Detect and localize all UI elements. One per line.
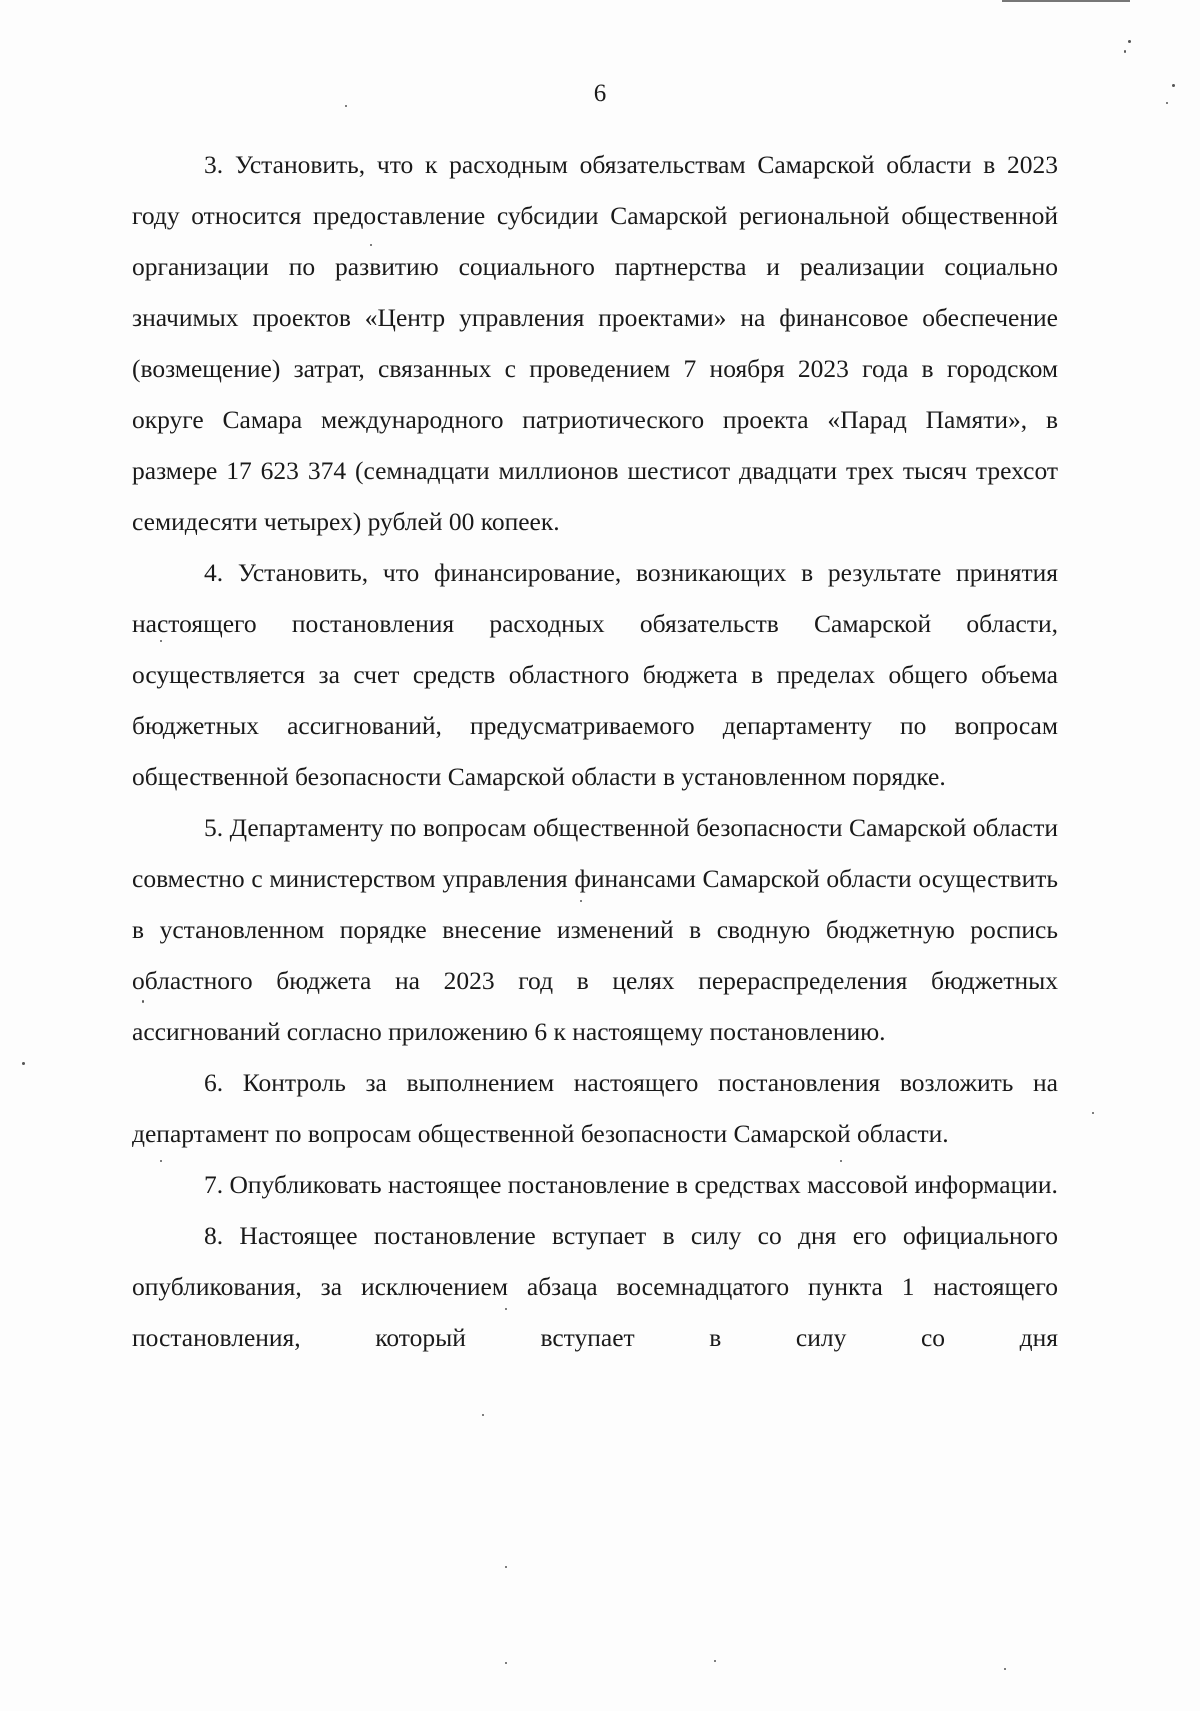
document-body [132,139,1058,1363]
scan-speck [580,900,582,902]
scan-speck [1166,102,1168,104]
paragraph-5: 5. Департаменту по вопросам общественной безопасности Самарской области совместно с министерством управления финансами Самарской области осуществить в установленном порядке внесение изменений в сводную бюджетную роспись областного бюджета на 2023 год в целях перераспределения бюджетных ассигнований согласно приложению 6 к настоящему постановлению. [132,813,1058,1046]
scan-speck [505,1566,507,1568]
paragraph-3: 3. Установить, что к расходным обязательствам Самарской области в 2023 году относится предоставление субсидии Самарской региональной общественной организации по развитию социального партнерства и реализации социально значимых проектов «Центр управления проектами» на финансовое обеспечение (возмещение) затрат, связанных с проведением 7 ноября 2023 года в городском округе Самара международного патриотического проекта «Парад Памяти», в размере 17 623 374 (семнадцати миллионов шестисот двадцати трех тысяч трехсот семидесяти четырех) рублей 00 копеек. [132,150,1058,536]
scan-speck [142,1000,144,1003]
paragraph-4: 4. Установить, что финансирование, возникающих в результате принятия настоящего постановления расходных обязательств Самарской области, осуществляется за счет средств областного бюджета в пределах общего объема бюджетных ассигнований, предусматриваемого департаменту по вопросам общественной безопасности Самарской области в установленном порядке. [132,558,1058,791]
scan-speck [1004,1668,1006,1670]
scan-speck [505,1308,507,1310]
scan-speck [840,1160,842,1162]
scan-edge-mark [1002,0,1130,2]
scan-speck [160,1160,162,1162]
scan-speck [714,1660,716,1662]
scan-speck [22,1062,25,1065]
scan-speck [505,1662,507,1664]
scan-speck [345,105,347,107]
scan-speck [1128,40,1131,43]
scan-speck [482,1414,484,1416]
scan-speck [1172,84,1175,87]
paragraph-6: 6. Контроль за выполнением настоящего постановления возложить на департамент по вопросам общественной безопасности Самарской области. [132,1068,1058,1148]
scan-speck [1124,50,1126,53]
scan-speck [1092,1112,1094,1114]
scan-speck [160,640,162,642]
paragraph-8: 8. Настоящее постановление вступает в силу со дня его официального опубликования, за исключением абзаца восемнадцатого пункта 1 настоящего постановления, который вступает в силу со дня [132,1221,1058,1352]
paragraph-7: 7. Опубликовать настоящее постановление в средствах массовой информации. [204,1170,1058,1199]
page-number: 6 [593,80,607,107]
scan-speck [370,244,372,246]
